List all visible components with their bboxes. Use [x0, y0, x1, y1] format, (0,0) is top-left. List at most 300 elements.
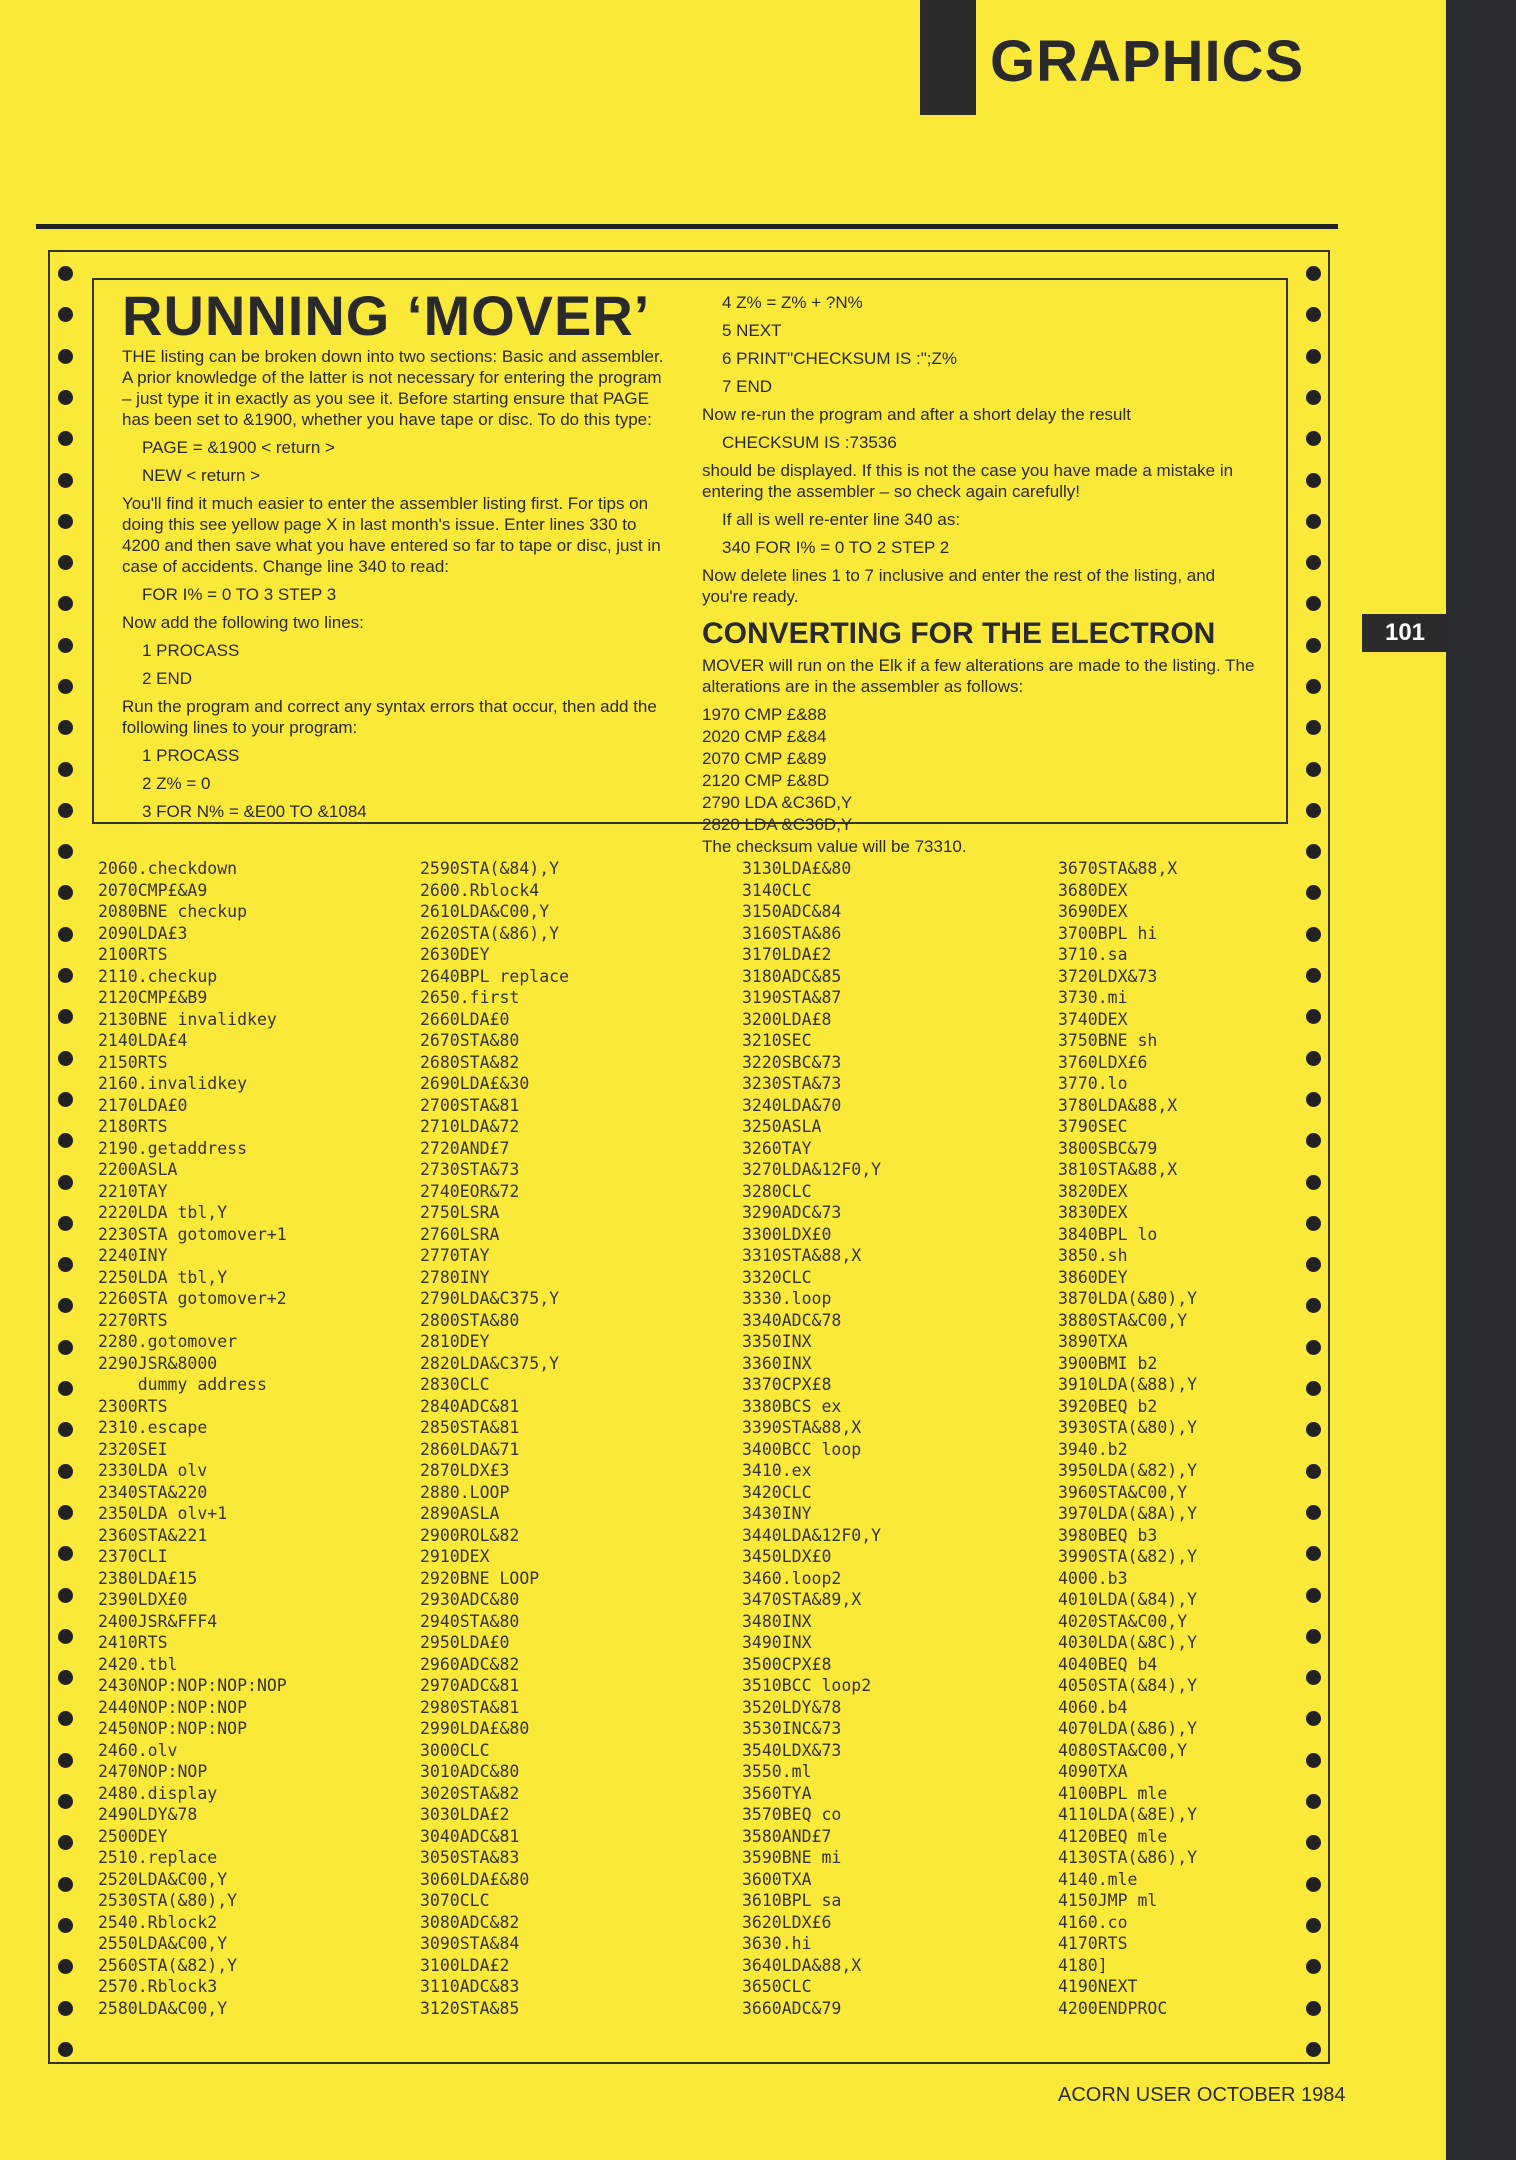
listing-line: 3060LDA£&80	[420, 1869, 530, 1889]
sprocket-hole	[1306, 514, 1321, 529]
listing-line: 3730.mi	[1058, 988, 1128, 1007]
listing-line: 2320SEI	[98, 1439, 168, 1459]
listing-line: 2500DEY	[98, 1826, 168, 1846]
listing-line: 3360INX	[742, 1353, 812, 1373]
sprocket-hole	[58, 1753, 73, 1768]
listing-line: 3390STA&88,X	[742, 1418, 862, 1437]
code-line: PAGE = &1900 < return >	[142, 438, 335, 457]
listing-line: 2960ADC&82	[420, 1654, 520, 1674]
listing-line: 2540.Rblock2	[98, 1912, 218, 1932]
listing-line: 2600.Rblock4	[420, 880, 540, 900]
code-line: 2790 LDA &C36D,Y	[702, 793, 853, 812]
listing-line: 3580AND£7	[742, 1826, 832, 1846]
sprocket-hole	[58, 473, 73, 488]
listing-line: 2330LDA olv	[98, 1461, 208, 1480]
listing-line: 3900BMI b2	[1058, 1353, 1158, 1373]
body-paragraph: THE listing can be broken down into two sections: Basic and assembler. A prior knowledge of the latter is not necessary for entering the program – just type it in exactly as you see it. Before starting ensure that PAGE has been set to &1900, whether you have tape or disc. To do this type:	[122, 347, 664, 429]
listing-line: 3790SEC	[1058, 1117, 1128, 1136]
sprocket-hole	[58, 1629, 73, 1644]
listing-line: 3690DEX	[1058, 902, 1128, 921]
code-line: 2070 CMP £&89	[702, 749, 827, 768]
sprocket-hole	[58, 266, 73, 281]
listing-line: 3950LDA(&82),Y	[1058, 1461, 1198, 1480]
listing-line: 3460.loop2	[742, 1568, 842, 1588]
listing-line: 4100BPL mle	[1058, 1783, 1168, 1803]
listing-line: 2290JSR&8000	[98, 1353, 218, 1373]
listing-line: 2490LDY&78	[98, 1805, 198, 1824]
listing-line: 3770.lo	[1058, 1074, 1128, 1093]
listing-line: 2770TAY	[420, 1246, 490, 1265]
listing-line: 3800SBC&79	[1058, 1138, 1158, 1158]
sprocket-hole	[58, 1588, 73, 1603]
listing-line: 3960STA&C00,Y	[1058, 1482, 1188, 1502]
listing-line: 3650CLC	[742, 1977, 812, 1996]
listing-line: 2120CMP£&B9	[98, 988, 208, 1007]
listing-line: 3860DEY	[1058, 1267, 1128, 1287]
listing-line: 2900ROL&82	[420, 1525, 520, 1545]
listing-line: 3660ADC&79	[742, 1998, 842, 2018]
listing-column	[742, 858, 881, 2019]
sprocket-hole	[1306, 1546, 1321, 1561]
sprocket-hole	[58, 1877, 73, 1892]
sprocket-hole	[58, 555, 73, 570]
listing-line: 2850STA&81	[420, 1418, 520, 1437]
listing-line: 2090LDA£3	[98, 923, 188, 943]
body-paragraph: Now delete lines 1 to 7 inclusive and enter the rest of the listing, and you're ready.	[702, 566, 1216, 606]
listing-line: 2820LDA&C375,Y	[420, 1353, 560, 1373]
listing-line: 3230STA&73	[742, 1074, 842, 1093]
listing-line: 2160.invalidkey	[98, 1074, 248, 1093]
sprocket-hole	[58, 638, 73, 653]
listing-line: 3090STA&84	[420, 1934, 520, 1953]
sprocket-hole	[1306, 1670, 1321, 1685]
sprocket-hole	[1306, 679, 1321, 694]
listing-line: 2310.escape	[98, 1418, 208, 1437]
code-line: 2820 LDA &C36D,Y	[702, 815, 853, 834]
sprocket-hole	[1306, 1422, 1321, 1437]
listing-line: 3610BPL sa	[742, 1891, 842, 1910]
listing-line: 2060.checkdown	[98, 859, 238, 878]
sprocket-hole	[58, 1381, 73, 1396]
section-title: GRAPHICS	[990, 29, 1305, 94]
listing-line: 2810DEY	[420, 1332, 490, 1351]
listing-column	[420, 858, 569, 2019]
listing-line: 4190NEXT	[1058, 1977, 1138, 1996]
sprocket-hole	[1306, 1175, 1321, 1190]
page-number: 101	[1362, 614, 1448, 652]
sprocket-hole	[58, 1175, 73, 1190]
code-line: If all is well re-enter line 340 as:	[722, 510, 961, 529]
article-title: RUNNING ‘MOVER’	[122, 284, 651, 347]
article-right-column	[702, 292, 1258, 864]
sprocket-hole	[58, 1464, 73, 1479]
body-paragraph: MOVER will run on the Elk if a few alterations are made to the listing. The alterations are in the assembler as follows:	[702, 656, 1255, 696]
sprocket-hole	[58, 307, 73, 322]
listing-line: 3180ADC&85	[742, 966, 842, 986]
sprocket-hole	[58, 803, 73, 818]
sprocket-hole	[1306, 1257, 1321, 1272]
listing-line: 2430NOP:NOP:NOP:NOP	[98, 1676, 287, 1695]
listing-line: 2890ASLA	[420, 1504, 500, 1523]
listing-line: 3600TXA	[742, 1869, 812, 1889]
listing-line: 2510.replace	[98, 1848, 218, 1867]
listing-line: 2930ADC&80	[420, 1590, 520, 1609]
listing-line: 4090TXA	[1058, 1762, 1128, 1781]
sprocket-hole	[58, 844, 73, 859]
listing-line: 2150RTS	[98, 1052, 168, 1072]
code-line: 3 FOR N% = &E00 TO &1084	[142, 802, 367, 821]
listing-line: 3490INX	[742, 1633, 812, 1652]
listing-column	[98, 858, 287, 2019]
listing-line: 3100LDA£2	[420, 1955, 510, 1975]
listing-line: 3140CLC	[742, 880, 812, 900]
listing-line: 2340STA&220	[98, 1482, 208, 1502]
listing-line: 3850.sh	[1058, 1246, 1128, 1265]
listing-line: 3400BCC loop	[742, 1439, 862, 1459]
listing-line: 2990LDA£&80	[420, 1719, 530, 1738]
header-bar	[920, 0, 976, 115]
listing-line: 2970ADC&81	[420, 1676, 520, 1695]
sprocket-hole	[1306, 2001, 1321, 2016]
listing-line: 2750LSRA	[420, 1203, 500, 1222]
listing-line: 3410.ex	[742, 1461, 812, 1480]
listing-line: 3550.ml	[742, 1762, 812, 1781]
listing-line: 2130BNE invalidkey	[98, 1009, 277, 1029]
listing-line: 2400JSR&FFF4	[98, 1611, 218, 1631]
listing-line: 3500CPX£8	[742, 1654, 832, 1674]
listing-line: 2230STA gotomover+1	[98, 1224, 287, 1244]
listing-line: 3710.sa	[1058, 945, 1128, 964]
listing-line: 2360STA&221	[98, 1525, 208, 1545]
listing-line: 2520LDA&C00,Y	[98, 1869, 228, 1889]
listing-line: 2300RTS	[98, 1396, 168, 1416]
listing-line: 2480.display	[98, 1783, 218, 1803]
listing-line: 3670STA&88,X	[1058, 859, 1178, 878]
subheading: CONVERTING FOR THE ELECTRON	[702, 617, 1216, 650]
sprocket-hole	[58, 720, 73, 735]
sprocket-hole	[58, 1009, 73, 1024]
listing-line: 3080ADC&82	[420, 1912, 520, 1932]
listing-line: 2250LDA tbl,Y	[98, 1267, 228, 1287]
listing-line: 2220LDA tbl,Y	[98, 1203, 228, 1222]
listing-line: 4200ENDPROC	[1058, 1998, 1168, 2018]
sprocket-hole	[58, 1711, 73, 1726]
listing-line: 3310STA&88,X	[742, 1246, 862, 1265]
body-paragraph: should be displayed. If this is not the case you have made a mistake in entering the assembler – so check again carefully!	[702, 461, 1234, 501]
listing-line: 3040ADC&81	[420, 1826, 520, 1846]
sprocket-hole	[1306, 1051, 1321, 1066]
listing-line: 4140.mle	[1058, 1869, 1138, 1889]
listing-line: 4170RTS	[1058, 1934, 1128, 1953]
listing-line: 3200LDA£8	[742, 1009, 832, 1029]
sprocket-hole	[58, 2001, 73, 2016]
listing-line: 4040BEQ b4	[1058, 1654, 1158, 1674]
sprocket-hole	[1306, 349, 1321, 364]
listing-line: 2950LDA£0	[420, 1633, 510, 1652]
listing-line: 3130LDA£&80	[742, 859, 852, 878]
code-line: 1 PROCASS	[142, 641, 240, 660]
listing-line: 3750BNE sh	[1058, 1031, 1158, 1050]
listing-line: 2800STA&80	[420, 1310, 520, 1330]
listing-line: 2420.tbl	[98, 1654, 178, 1674]
listing-line: 2660LDA£0	[420, 1009, 510, 1029]
listing-line: 2620STA(&86),Y	[420, 923, 560, 943]
listing-line: 3010ADC&80	[420, 1762, 520, 1781]
listing-line: 3020STA&82	[420, 1783, 520, 1803]
listing-line: 3970LDA(&8A),Y	[1058, 1504, 1198, 1523]
listing-line: 3270LDA&12F0,Y	[742, 1160, 882, 1179]
listing-line: 3030LDA£2	[420, 1805, 510, 1824]
listing-line: 3830DEX	[1058, 1203, 1128, 1222]
sprocket-hole	[1306, 473, 1321, 488]
listing-line: 3350INX	[742, 1332, 812, 1351]
listing-line: 3210SEC	[742, 1031, 812, 1050]
listing-line: 2870LDX£3	[420, 1461, 510, 1480]
listing-line: 3920BEQ b2	[1058, 1396, 1158, 1416]
sprocket-hole	[58, 431, 73, 446]
listing-line: 4000.b3	[1058, 1568, 1128, 1588]
listing-line: 3890TXA	[1058, 1332, 1128, 1351]
listing-line: 4150JMP ml	[1058, 1891, 1158, 1910]
sprocket-hole	[1306, 1794, 1321, 1809]
listing-line: 2920BNE LOOP	[420, 1568, 540, 1588]
sprocket-hole	[1306, 762, 1321, 777]
listing-line: 2690LDA£&30	[420, 1074, 530, 1093]
code-line: 2020 CMP £&84	[702, 727, 827, 746]
sprocket-hole	[58, 679, 73, 694]
code-line: 5 NEXT	[722, 321, 782, 340]
listing-line: 3780LDA&88,X	[1058, 1095, 1178, 1115]
sprocket-hole	[58, 885, 73, 900]
listing-column	[1058, 858, 1197, 2019]
listing-line: 3720LDX&73	[1058, 966, 1158, 986]
listing-line: 2070CMP£&A9	[98, 880, 208, 900]
sprocket-hole	[58, 1835, 73, 1850]
listing-line: 2570.Rblock3	[98, 1977, 218, 1996]
sprocket-hole	[1306, 1629, 1321, 1644]
listing-line: 2760LSRA	[420, 1224, 500, 1244]
listing-line: 3070CLC	[420, 1891, 490, 1910]
listing-line: dummy address	[98, 1375, 267, 1394]
listing-line: 2440NOP:NOP:NOP	[98, 1697, 248, 1717]
sprocket-hole	[1306, 968, 1321, 983]
listing-line: 3760LDX£6	[1058, 1052, 1148, 1072]
sprocket-hole	[58, 390, 73, 405]
listing-line: 2180RTS	[98, 1117, 168, 1136]
sprocket-hole	[1306, 1298, 1321, 1313]
sprocket-hole	[1306, 1133, 1321, 1148]
sprocket-hole	[58, 1133, 73, 1148]
sprocket-hole	[1306, 390, 1321, 405]
listing-line: 3430INY	[742, 1504, 812, 1523]
body-paragraph: Now re-run the program and after a short delay the result	[702, 405, 1131, 424]
listing-line: 3370CPX£8	[742, 1375, 832, 1394]
listing-line: 2370CLI	[98, 1547, 168, 1566]
sprocket-hole	[58, 596, 73, 611]
code-line: CHECKSUM IS :73536	[722, 433, 897, 452]
code-line: 340 FOR I% = 0 TO 2 STEP 2	[722, 538, 950, 557]
listing-line: 2270RTS	[98, 1310, 168, 1330]
code-line: 6 PRINT"CHECKSUM IS :";Z%	[722, 349, 957, 368]
listing-line: 4160.co	[1058, 1912, 1128, 1932]
listing-line: 2580LDA&C00,Y	[98, 1998, 228, 2018]
sprocket-hole	[1306, 1877, 1321, 1892]
listing-line: 3520LDY&78	[742, 1697, 842, 1717]
sprocket-hole	[58, 1959, 73, 1974]
sprocket-hole	[1306, 720, 1321, 735]
listing-line: 2740EOR&72	[420, 1181, 520, 1201]
listing-line: 3000CLC	[420, 1740, 490, 1760]
listing-line: 3150ADC&84	[742, 902, 842, 921]
sprocket-hole	[1306, 431, 1321, 446]
sprocket-hole	[1306, 1753, 1321, 1768]
code-line: NEW < return >	[142, 466, 261, 485]
header-rule	[36, 224, 1338, 229]
sprocket-hole	[1306, 1505, 1321, 1520]
listing-line: 2720AND£7	[420, 1138, 510, 1158]
code-line: 2 END	[142, 669, 193, 688]
code-line: 7 END	[722, 377, 773, 396]
sprocket-hole	[58, 1051, 73, 1066]
listing-line: 2910DEX	[420, 1547, 490, 1566]
listing-line: 4030LDA(&8C),Y	[1058, 1633, 1198, 1652]
listing-line: 3280CLC	[742, 1181, 812, 1201]
sprocket-hole	[1306, 1918, 1321, 1933]
listing-line: 3220SBC&73	[742, 1052, 842, 1072]
listing-line: 2380LDA£15	[98, 1568, 198, 1588]
listing-line: 2610LDA&C00,Y	[420, 902, 550, 921]
sprocket-hole	[58, 349, 73, 364]
listing-line: 3740DEX	[1058, 1009, 1128, 1029]
listing-line: 2240INY	[98, 1246, 168, 1265]
sprocket-hole	[1306, 885, 1321, 900]
listing-line: 2650.first	[420, 988, 520, 1007]
listing-line: 2840ADC&81	[420, 1396, 520, 1416]
listing-line: 3380BCS ex	[742, 1396, 842, 1416]
listing-line: 3120STA&85	[420, 1998, 520, 2018]
code-line: 2 Z% = 0	[142, 774, 211, 793]
sprocket-hole	[58, 1298, 73, 1313]
listing-line: 3510BCC loop2	[742, 1676, 872, 1695]
listing-line: 2790LDA&C375,Y	[420, 1289, 560, 1308]
listing-line: 2880.LOOP	[420, 1482, 510, 1502]
sprocket-hole	[1306, 266, 1321, 281]
listing-line: 3620LDX£6	[742, 1912, 832, 1932]
listing-line: 3560TYA	[742, 1783, 812, 1803]
sprocket-hole	[1306, 596, 1321, 611]
body-paragraph: You'll find it much easier to enter the assembler listing first. For tips on doing this see yellow page X in last month's issue. Enter lines 330 to 4200 and then save what you have entered so far to tape or disc, just in case of accidents. Change line 340 to read:	[122, 494, 661, 576]
body-paragraph: Now add the following two lines:	[122, 613, 364, 632]
listing-line: 3340ADC&78	[742, 1310, 842, 1330]
listing-line: 3110ADC&83	[420, 1977, 520, 1996]
listing-line: 2780INY	[420, 1267, 490, 1287]
code-line: 2120 CMP £&8D	[702, 771, 830, 790]
listing-line: 4130STA(&86),Y	[1058, 1848, 1198, 1867]
sprocket-hole	[58, 1257, 73, 1272]
sprocket-hole	[58, 1216, 73, 1231]
listing-line: 3050STA&83	[420, 1848, 520, 1867]
sprocket-hole	[1306, 1340, 1321, 1355]
sprocket-hole	[1306, 1092, 1321, 1107]
sprocket-hole	[58, 968, 73, 983]
listing-line: 2940STA&80	[420, 1611, 520, 1631]
listing-line: 3940.b2	[1058, 1439, 1128, 1459]
listing-line: 2210TAY	[98, 1181, 168, 1201]
listing-line: 2170LDA£0	[98, 1095, 188, 1115]
listing-line: 2450NOP:NOP:NOP	[98, 1719, 248, 1738]
listing-line: 3880STA&C00,Y	[1058, 1310, 1188, 1330]
footer-credit: ACORN USER OCTOBER 1984	[1058, 2084, 1346, 2106]
listing-line: 3320CLC	[742, 1267, 812, 1287]
listing-line: 3540LDX&73	[742, 1740, 842, 1760]
listing-line: 2110.checkup	[98, 966, 218, 986]
listing-line: 2830CLC	[420, 1375, 490, 1394]
listing-line: 3680DEX	[1058, 880, 1128, 900]
sprocket-hole	[1306, 1959, 1321, 1974]
sprocket-hole	[1306, 555, 1321, 570]
listing-line: 4110LDA(&8E),Y	[1058, 1805, 1198, 1824]
article-box	[92, 278, 1288, 856]
listing-line: 2470NOP:NOP	[98, 1762, 208, 1781]
sprocket-hole	[58, 514, 73, 529]
listing-line: 2860LDA&71	[420, 1439, 520, 1459]
listing-line: 2680STA&82	[420, 1052, 520, 1072]
listing-line: 2350LDA olv+1	[98, 1504, 228, 1523]
sprocket-hole	[1306, 803, 1321, 818]
listing-line: 2630DEY	[420, 945, 490, 964]
listing-line: 2590STA(&84),Y	[420, 859, 560, 878]
code-line: 1970 CMP £&88	[702, 705, 827, 724]
listing-line: 2560STA(&82),Y	[98, 1955, 238, 1975]
sprocket-hole	[58, 2042, 73, 2057]
sprocket-hole	[1306, 307, 1321, 322]
listing-line: 3820DEX	[1058, 1181, 1128, 1201]
listing-line: 3190STA&87	[742, 988, 842, 1007]
sprocket-hole	[1306, 1464, 1321, 1479]
sprocket-hole	[1306, 927, 1321, 942]
listing-line: 3640LDA&88,X	[742, 1955, 862, 1975]
sprocket-hole	[1306, 638, 1321, 653]
listing-line: 3570BEQ co	[742, 1805, 842, 1824]
listing-line: 3160STA&86	[742, 923, 842, 943]
sprocket-hole	[58, 1092, 73, 1107]
listing-line: 2100RTS	[98, 945, 168, 964]
sprocket-hole	[1306, 1711, 1321, 1726]
sprocket-hole	[58, 1794, 73, 1809]
listing-line: 3300LDX£0	[742, 1224, 832, 1244]
sprocket-hole	[58, 1505, 73, 1520]
page-edge	[1446, 0, 1516, 2160]
listing-line: 3450LDX£0	[742, 1547, 832, 1566]
listing-line: 2410RTS	[98, 1633, 168, 1652]
listing-line: 3330.loop	[742, 1289, 832, 1308]
listing-line: 3930STA(&80),Y	[1058, 1418, 1198, 1437]
listing-line: 2200ASLA	[98, 1160, 178, 1179]
listing-line: 3630.hi	[742, 1934, 812, 1953]
listing-line: 2460.olv	[98, 1740, 178, 1760]
listing-line: 3990STA(&82),Y	[1058, 1547, 1198, 1566]
listing-line: 3910LDA(&88),Y	[1058, 1375, 1198, 1394]
sprocket-hole	[1306, 1835, 1321, 1850]
listing-line: 2260STA gotomover+2	[98, 1289, 287, 1308]
body-paragraph: The checksum value will be 73310.	[702, 837, 967, 856]
code-line: 4 Z% = Z% + ?N%	[722, 293, 863, 312]
article-left-column	[122, 280, 670, 829]
listing-line: 3420CLC	[742, 1482, 812, 1502]
listing-line: 2980STA&81	[420, 1697, 520, 1717]
listing-line: 2640BPL replace	[420, 966, 570, 986]
sprocket-hole	[58, 1670, 73, 1685]
